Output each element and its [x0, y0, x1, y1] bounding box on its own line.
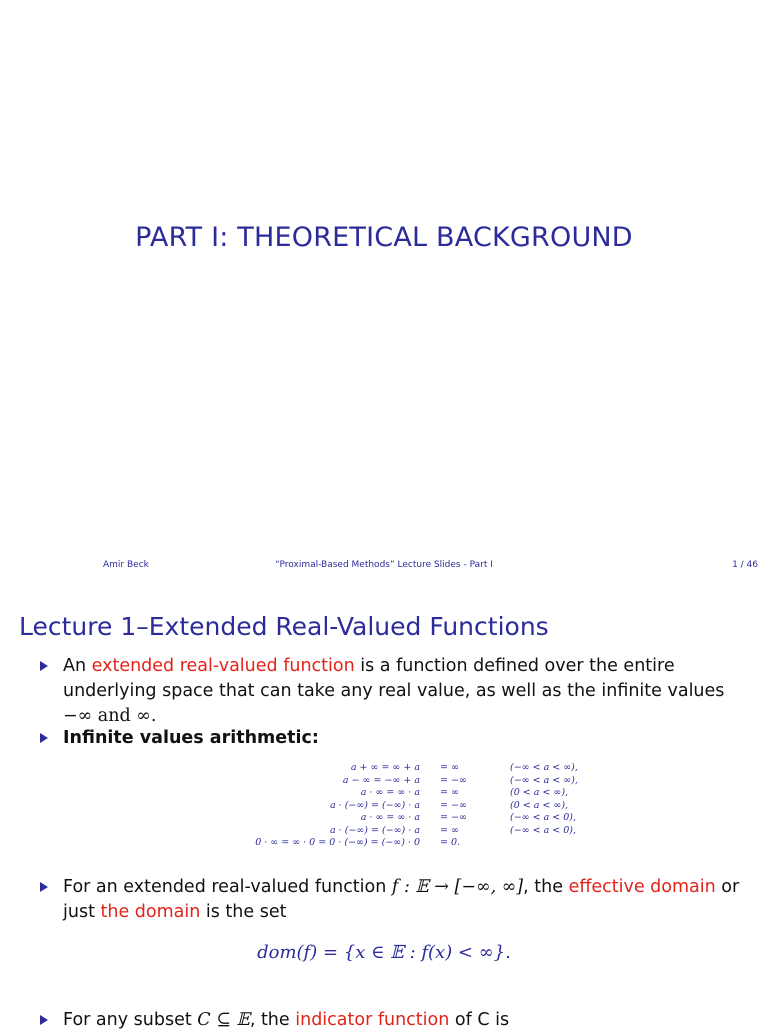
footer-title: “Proximal-Based Methods” Lecture Slides - Part I	[275, 560, 493, 570]
footer-page-number: 1 / 46	[732, 560, 758, 570]
slide-footer	[0, 560, 768, 574]
bullet-triangle-icon	[40, 733, 48, 743]
bullet-indicator-function: For any subset C ⊆ 𝔼, the indicator function of C is	[40, 1008, 750, 1033]
bullet-triangle-icon	[40, 661, 48, 671]
term-effective-domain: effective domain	[568, 877, 716, 897]
term-extended-real-valued-function: extended real-valued function	[91, 656, 355, 676]
bullet-infinite-arithmetic	[40, 726, 750, 751]
arithmetic-row: 0 · ∞ = ∞ · 0 = 0 · (−∞) = (−∞) · 0 = 0.	[255, 837, 461, 848]
arithmetic-row: a · (−∞) = (−∞) · a = ∞ (−∞ < a < 0),	[329, 824, 577, 836]
arithmetic-row: a · (−∞) = (−∞) · a = −∞ (0 < a < ∞),	[329, 799, 569, 811]
bullet-effective-domain: For an extended real-valued function f : 𝔼 → [−∞, ∞], the effective domain or just the domain is the set	[40, 875, 750, 925]
part-title: PART I: THEORETICAL BACKGROUND	[135, 222, 633, 253]
bullet-triangle-icon	[40, 882, 48, 892]
footer-author: Amir Beck	[103, 560, 149, 570]
term-the-domain: the domain	[100, 902, 201, 922]
lecture-title: Lecture 1–Extended Real-Valued Functions	[19, 612, 549, 641]
bullet-extended-function: An extended real-valued function is a function defined over the entire underlying space that can take any real value, as well as the infinite values −∞ and ∞.	[40, 654, 750, 729]
arithmetic-row: a · ∞ = ∞ · a = ∞ (0 < a < ∞),	[360, 787, 569, 798]
arithmetic-row: a − ∞ = −∞ + a = −∞ (−∞ < a < ∞),	[342, 774, 578, 786]
domain-definition-formula: dom(f) = {x ∈ 𝔼 : f(x) < ∞}.	[257, 942, 511, 963]
function-signature: f : 𝔼 → [−∞, ∞]	[391, 877, 524, 897]
arithmetic-label: Infinite values arithmetic:	[63, 728, 319, 748]
term-indicator-function: indicator function	[295, 1010, 450, 1030]
arithmetic-row: a · ∞ = ∞ · a = −∞ (−∞ < a < 0),	[360, 812, 577, 823]
arithmetic-row: a + ∞ = ∞ + a = ∞ (−∞ < a < ∞),	[350, 762, 578, 773]
